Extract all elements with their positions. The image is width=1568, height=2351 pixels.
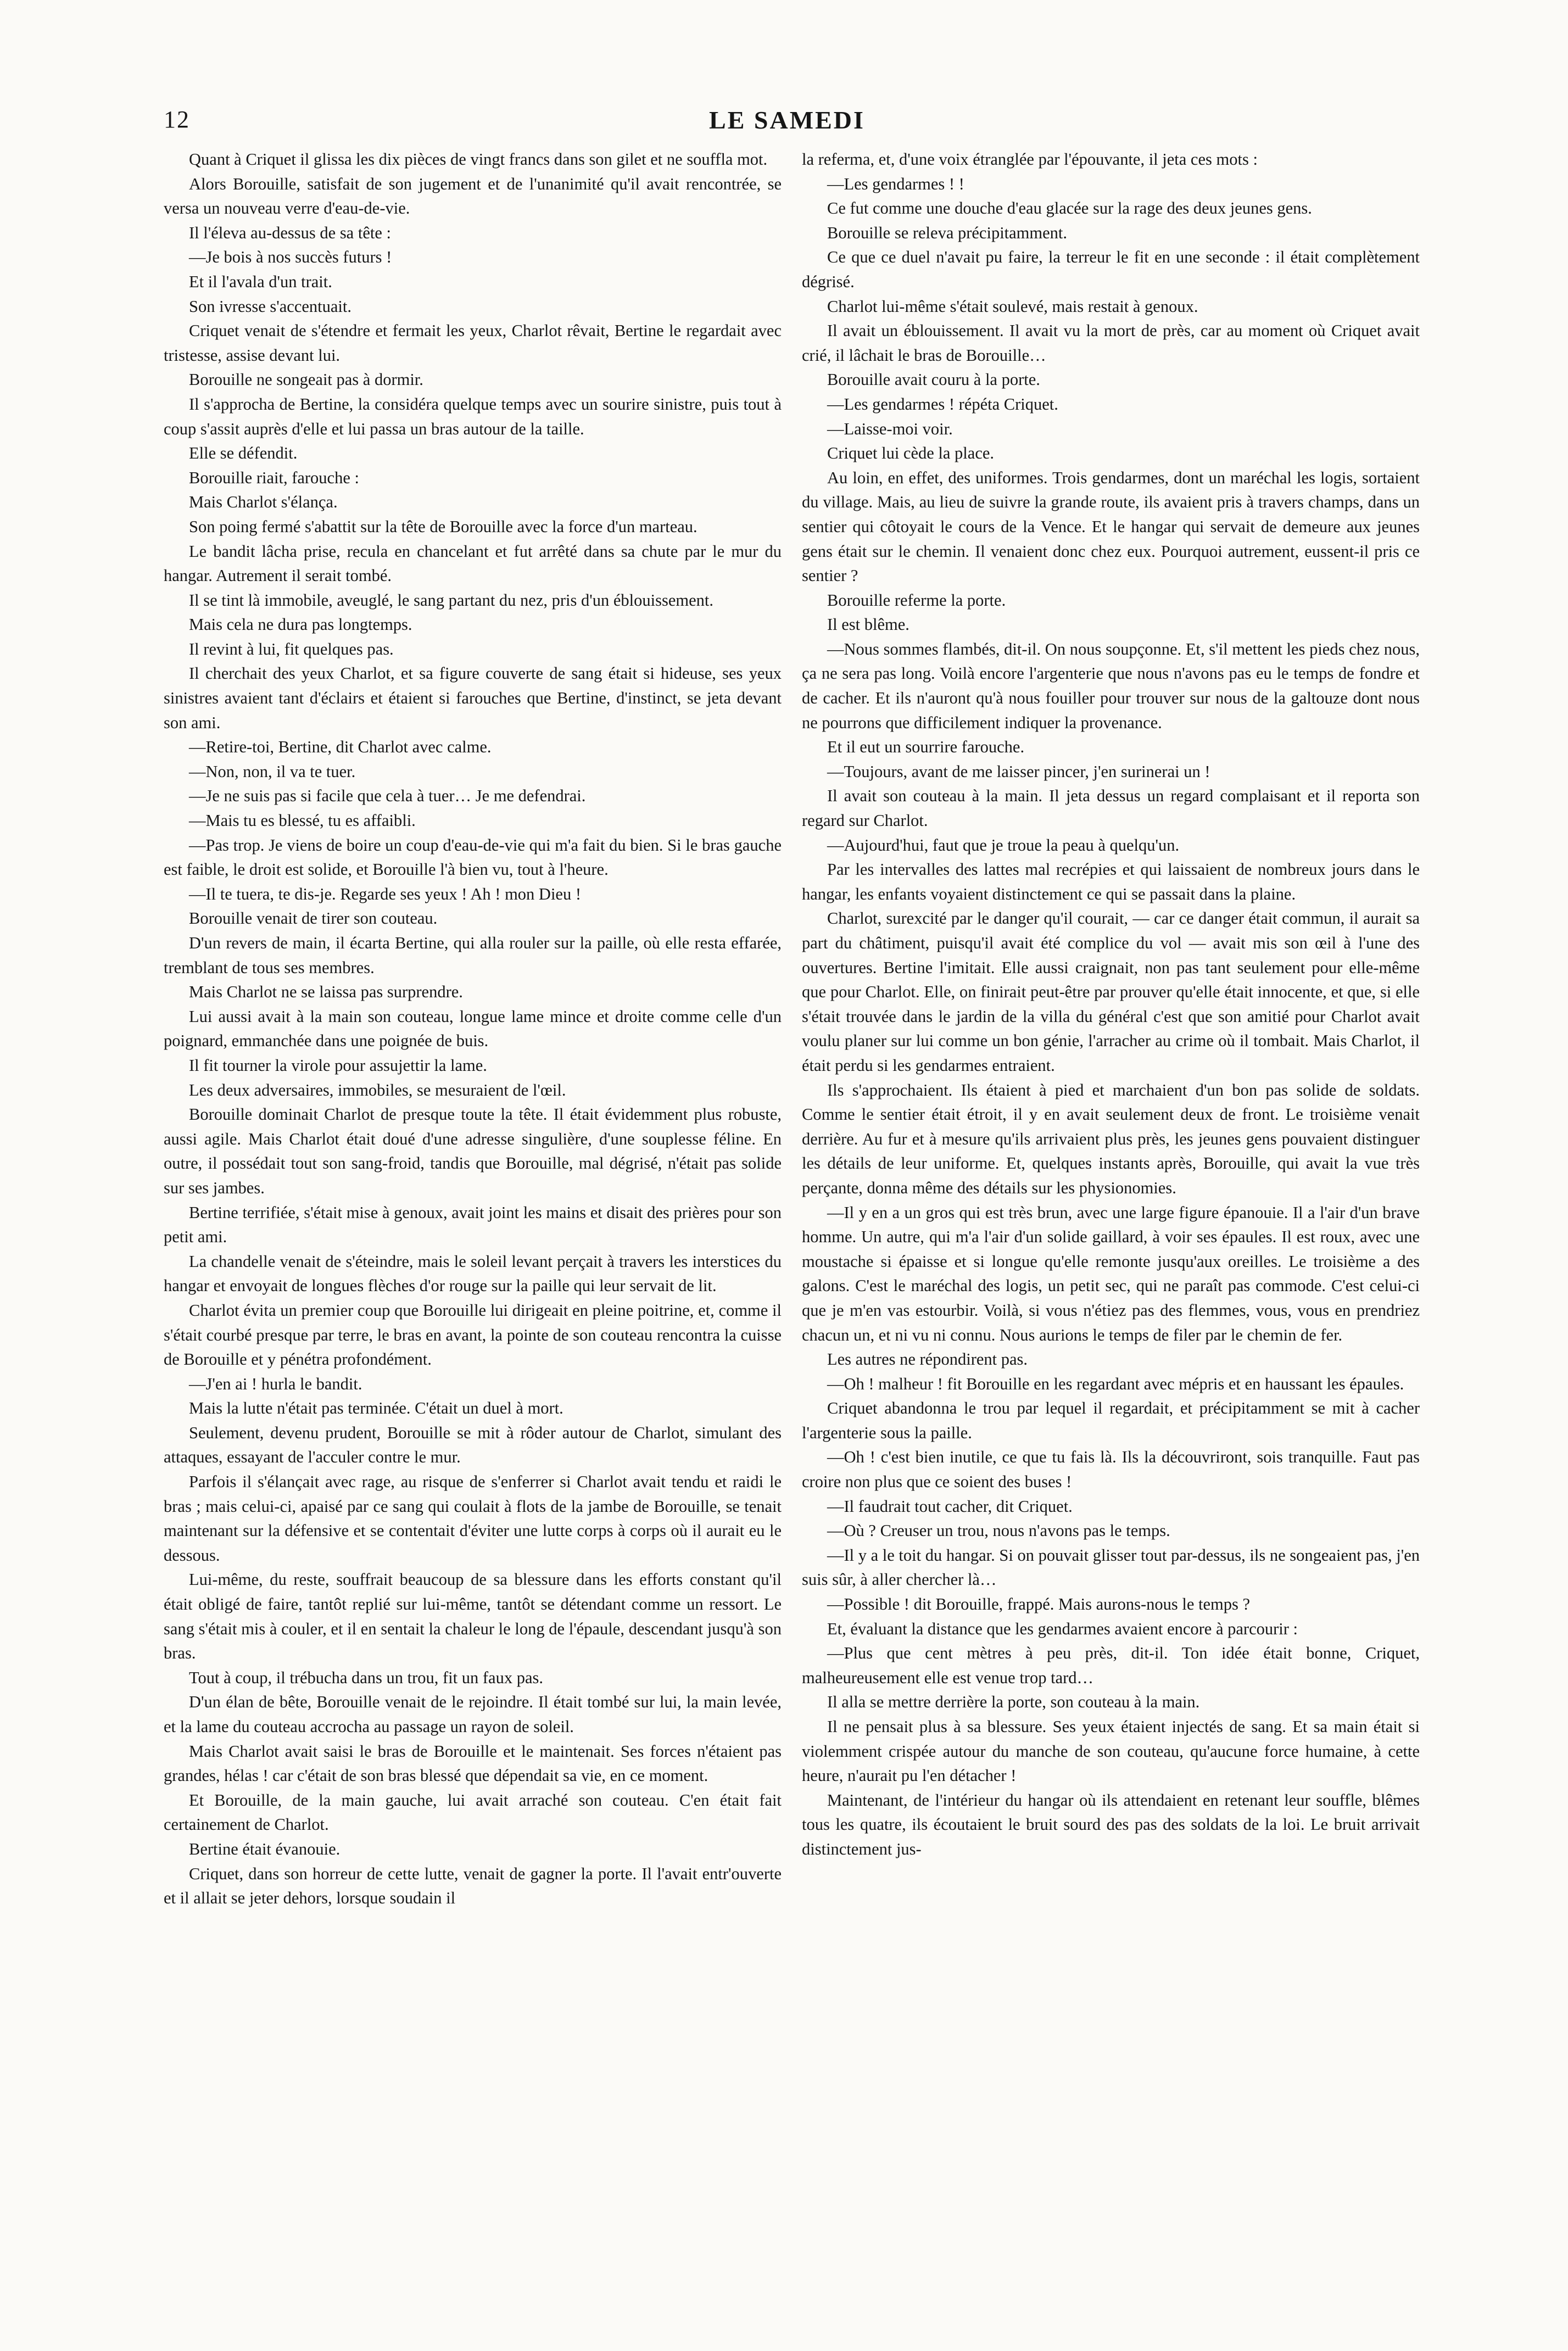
paragraph: Criquet abandonna le trou par lequel il regardait, et précipitamment se mit à cacher l'argenterie sous la paille. bbox=[802, 1399, 1420, 1442]
paragraph: —Non, non, il va te tuer. bbox=[189, 762, 356, 781]
paragraph: Il se tint là immobile, aveuglé, le sang partant du nez, pris d'un éblouissement. bbox=[189, 590, 714, 610]
paragraph: —Je ne suis pas si facile que cela à tuer… Je me defendrai. bbox=[189, 786, 586, 806]
paragraph: Mais la lutte n'était pas terminée. C'était un duel à mort. bbox=[189, 1399, 563, 1418]
paragraph: Borouille ne songeait pas à dormir. bbox=[189, 370, 423, 389]
paragraph: —Oh ! malheur ! fit Borouille en les regardant avec mépris et en haussant les épaules. bbox=[827, 1374, 1404, 1393]
paragraph: —Il faudrait tout cacher, dit Criquet. bbox=[827, 1496, 1073, 1516]
paragraph: —J'en ai ! hurla le bandit. bbox=[189, 1374, 362, 1393]
paragraph: Il avait son couteau à la main. Il jeta dessus un regard complaisant et il reporta son regard sur Charlot. bbox=[802, 786, 1420, 830]
paragraph: Il revint à lui, fit quelques pas. bbox=[189, 639, 394, 658]
paragraph: Mais Charlot ne se laissa pas surprendre. bbox=[189, 982, 463, 1002]
paragraph: Borouille se releva précipitamment. bbox=[827, 223, 1068, 242]
paragraph: —Laisse-moi voir. bbox=[827, 419, 953, 438]
paragraph: Il avait un éblouissement. Il avait vu la mort de près, car au moment où Criquet avait crié, il lâchait le bras de Borouille… bbox=[802, 321, 1420, 365]
paragraph: Borouille dominait Charlot de presque toute la tête. Il était évidemment plus robuste, aussi agile. Mais Charlot était doué d'une adresse singulière, d'une souplesse féline. En outre, il possédait tout son sang-froid, tandis que Borouille, mal dégrisé, n'était pas solide sur ses jambes. bbox=[164, 1105, 782, 1197]
text-column-left bbox=[164, 147, 782, 2289]
page-number: 12 bbox=[164, 106, 190, 133]
paragraph: —Où ? Creuser un trou, nous n'avons pas le temps. bbox=[827, 1521, 1170, 1540]
paragraph: Borouille avait couru à la porte. bbox=[827, 370, 1040, 389]
paragraph: —Nous sommes flambés, dit-il. On nous soupçonne. Et, s'il mettent les pieds chez nous, ça ne sera pas long. Voilà encore l'argenterie que nous n'avons pas eu le temps de fondre et de cacher. Et ils n'auront qu'à nous fouiller pour trouver sur nous de la galtouze dont nous ne pourrons que difficilement indiquer la provenance. bbox=[802, 639, 1420, 732]
paragraph: —Mais tu es blessé, tu es affaibli. bbox=[189, 811, 416, 830]
paragraph: —Les gendarmes ! ! bbox=[827, 174, 964, 193]
paragraph: Son poing fermé s'abattit sur la tête de Borouille avec la force d'un marteau. bbox=[189, 517, 697, 536]
paragraph: —Toujours, avant de me laisser pincer, j'en surinerai un ! bbox=[827, 762, 1210, 781]
paragraph: Charlot évita un premier coup que Borouille lui dirigeait en pleine poitrine, et, comme il s'était courbé presque par terre, le bras en avant, la pointe de son couteau rencontra la cuisse de Borouille et y pénétra profondément. bbox=[164, 1300, 782, 1369]
paragraph: la referma, et, d'une voix étranglée par l'épouvante, il jeta ces mots : bbox=[802, 150, 1258, 169]
paragraph: Les autres ne répondirent pas. bbox=[827, 1350, 1028, 1369]
paragraph: Mais Charlot s'élança. bbox=[189, 493, 338, 512]
paragraph: Mais cela ne dura pas longtemps. bbox=[189, 615, 412, 634]
paragraph: Criquet, dans son horreur de cette lutte, venait de gagner la porte. Il l'avait entr'ouverte et il allait se jeter dehors, lorsque soudain il bbox=[164, 1864, 782, 1908]
paragraph: Par les intervalles des lattes mal recrépies et qui laissaient de nombreux jours dans le hangar, les enfants voyaient distinctement ce qui se passait dans la plaine. bbox=[802, 860, 1420, 903]
paragraph: Criquet lui cède la place. bbox=[827, 444, 995, 463]
paragraph: Ce fut comme une douche d'eau glacée sur la rage des deux jeunes gens. bbox=[827, 199, 1312, 218]
paragraph: Et il eut un sourrire farouche. bbox=[827, 738, 1025, 757]
paragraph: —Il y en a un gros qui est très brun, avec une large figure épanouie. Il a l'air d'un brave homme. Un autre, qui m'a l'air d'un solide gaillard, à voir ses épaules. Il est roux, avec une moustache si épaisse et si longue qu'elle remonte jusqu'aux oreilles. Le troisième a des galons. C'est le maréchal des logis, un petit sec, qui ne paraît pas commode. C'est celui-ci que je m'en vas estourbir. Voilà, si vous n'étiez pas des flemmes, vous, vous en prendriez chacun un, et ni vu ni connu. Nous aurions le temps de filer par le chemin de fer. bbox=[802, 1203, 1420, 1344]
paragraph: Maintenant, de l'intérieur du hangar où ils attendaient en retenant leur souffle, blêmes tous les quatre, ils écoutaient le bruit sourd des pas des soldats de la loi. Le bruit arrivait distinctement jus- bbox=[802, 1790, 1420, 1858]
paragraph: D'un revers de main, il écarta Bertine, qui alla rouler sur la paille, où elle resta effarée, tremblant de tous ses membres. bbox=[164, 934, 782, 977]
paragraph: D'un élan de bête, Borouille venait de le rejoindre. Il était tombé sur lui, la main levée, et la lame du couteau accrocha au passage un rayon de soleil. bbox=[164, 1693, 782, 1736]
paragraph: —Plus que cent mètres à peu près, dit-il. Ton idée était bonne, Criquet, malheureusement elle est venue trop tard… bbox=[802, 1644, 1420, 1687]
paragraph: —Je bois à nos succès futurs ! bbox=[189, 248, 392, 267]
paragraph: —Les gendarmes ! répéta Criquet. bbox=[827, 394, 1058, 414]
paragraph: —Retire-toi, Bertine, dit Charlot avec calme. bbox=[189, 738, 492, 757]
paragraph: Ce que ce duel n'avait pu faire, la terreur le fit en une seconde : il était complètement dégrisé. bbox=[802, 248, 1420, 291]
paragraph: Borouille venait de tirer son couteau. bbox=[189, 909, 438, 928]
paragraph: Il est blême. bbox=[827, 615, 909, 634]
paragraph: Et Borouille, de la main gauche, lui avait arraché son couteau. C'en était fait certainement de Charlot. bbox=[164, 1790, 782, 1834]
paragraph: Il s'approcha de Bertine, la considéra quelque temps avec un sourire sinistre, puis tout à coup s'assit auprès d'elle et lui passa un bras autour de la taille. bbox=[164, 394, 782, 438]
paragraph: Et, évaluant la distance que les gendarmes avaient encore à parcourir : bbox=[827, 1619, 1298, 1638]
page-header bbox=[164, 105, 1410, 138]
paragraph: Parfois il s'élançait avec rage, au risque de s'enferrer si Charlot avait tendu et raidi le bras ; mais celui-ci, apaisé par ce sang qui coulait à flots de la jambe de Borouille, se tenait maintenant sur la défensive et se contentait d'éviter une lutte corps à corps où il aurait eu le dessous. bbox=[164, 1472, 782, 1565]
paragraph: —Aujourd'hui, faut que je troue la peau à quelqu'un. bbox=[827, 835, 1180, 855]
paragraph: —Il y a le toit du hangar. Si on pouvait glisser tout par-dessus, ils ne songeaient pas, j'en suis sûr, à aller chercher là… bbox=[802, 1545, 1420, 1589]
paragraph: Bertine était évanouie. bbox=[189, 1839, 341, 1858]
paragraph: Criquet venait de s'étendre et fermait les yeux, Charlot rêvait, Bertine le regardait avec tristesse, assise devant lui. bbox=[164, 321, 782, 365]
paragraph: Les deux adversaires, immobiles, se mesuraient de l'œil. bbox=[189, 1080, 566, 1099]
paragraph: Au loin, en effet, des uniformes. Trois gendarmes, dont un maréchal les logis, sortaient du village. Mais, au lieu de suivre la grande route, ils avaient pris à travers champs, dans un sentier qui côtoyait le cours de la Vence. Et le hangar qui servait de demeure aux jeunes gens était sur le chemin. Il venaient donc chez eux. Pourquoi autrement, eussent-il pris ce sentier ? bbox=[802, 468, 1420, 585]
paragraph: Ils s'approchaient. Ils étaient à pied et marchaient d'un bon pas solide de soldats. Comme le sentier était étroit, il y en avait seulement deux de front. Le troisième venait derrière. Au fur et à mesure qu'ils arrivaient plus près, les jeunes gens pouvaient distinguer les détails de leur uniforme. Et, quelques instants après, Borouille, qui avait la vue très perçante, donna même des détails sur les physionomies. bbox=[802, 1080, 1420, 1197]
running-title: LE SAMEDI bbox=[709, 106, 865, 134]
paragraph: Elle se défendit. bbox=[189, 444, 298, 463]
paragraph: Il alla se mettre derrière la porte, son couteau à la main. bbox=[827, 1693, 1200, 1712]
paragraph: Tout à coup, il trébucha dans un trou, fit un faux pas. bbox=[189, 1668, 543, 1687]
text-column-right bbox=[802, 147, 1420, 2289]
paragraph: Charlot, surexcité par le danger qu'il courait, — car ce danger était commun, il aurait sa part du châtiment, puisqu'il avait été complice du vol — avait mis son œil à l'une des ouvertures. Bertine l'imitait. Elle aussi craignait, non pas tant seulement pour elle-même que pour Charlot. Elle, on finirait peut-être par prouver qu'elle était innocente, et que, si elle s'était trouvée dans le jardin de la villa du général c'est que son amitié pour Charlot avait voulu planer sur lui comme un bon génie, l'arracher au crime où il tombait. Mais Charlot, il était perdu si les gendarmes entraient. bbox=[802, 909, 1420, 1075]
paragraph: Mais Charlot avait saisi le bras de Borouille et le maintenait. Ses forces n'étaient pas grandes, hélas ! car c'était de son bras blessé que dépendait sa vie, en ce moment. bbox=[164, 1741, 782, 1785]
paragraph: —Pas trop. Je viens de boire un coup d'eau-de-vie qui m'a fait du bien. Si le bras gauche est faible, le droit est solide, et Borouille l'à bien vu, tout à l'heure. bbox=[164, 835, 782, 879]
paragraph: Il l'éleva au-dessus de sa tête : bbox=[189, 223, 391, 242]
paragraph: Il ne pensait plus à sa blessure. Ses yeux étaient injectés de sang. Et sa main était si violemment crispée autour du manche de son couteau, qu'aucune force humaine, à cette heure, n'aurait pu l'en détacher ! bbox=[802, 1717, 1420, 1785]
paragraph: Lui-même, du reste, souffrait beaucoup de sa blessure dans les efforts constant qu'il était obligé de faire, tantôt replié sur lui-même, tantôt se détendant comme un ressort. Le sang s'était mis à couler, et il en sentait la chaleur le long de l'épaule, descendant jusqu'à son bras. bbox=[164, 1570, 782, 1663]
paragraph: Borouille referme la porte. bbox=[827, 590, 1006, 610]
paragraph: Bertine terrifiée, s'était mise à genoux, avait joint les mains et disait des prières pour son petit ami. bbox=[164, 1203, 782, 1247]
paragraph: Seulement, devenu prudent, Borouille se mit à rôder autour de Charlot, simulant des attaques, essayant de l'acculer contre le mur. bbox=[164, 1423, 782, 1467]
paragraph: La chandelle venait de s'éteindre, mais le soleil levant perçait à travers les interstices du hangar et envoyait de longues flèches d'or rouge sur la paille qui leur servait de lit. bbox=[164, 1252, 782, 1295]
paragraph: —Il te tuera, te dis-je. Regarde ses yeux ! Ah ! mon Dieu ! bbox=[189, 884, 581, 903]
paragraph: Quant à Criquet il glissa les dix pièces de vingt francs dans son gilet et ne souffla mot. bbox=[189, 150, 768, 169]
paragraph: Alors Borouille, satisfait de son jugement et de l'unanimité qu'il avait rencontrée, se versa un nouveau verre d'eau-de-vie. bbox=[164, 174, 782, 218]
paragraph: —Oh ! c'est bien inutile, ce que tu fais là. Ils la découvriront, sois tranquille. Faut pas croire non plus que ce soient des buses ! bbox=[802, 1448, 1420, 1492]
paragraph: Borouille riait, farouche : bbox=[189, 468, 359, 487]
paragraph: Charlot lui-même s'était soulevé, mais restait à genoux. bbox=[827, 297, 1198, 316]
paragraph: Il cherchait des yeux Charlot, et sa figure couverte de sang était si hideuse, ses yeux sinistres avaient tant d'éclairs et étaient si farouches que Bertine, d'instinct, se jeta devant son ami. bbox=[164, 664, 782, 732]
paragraph: Le bandit lâcha prise, recula en chancelant et fut arrêté dans sa chute par le mur du hangar. Autrement il serait tombé. bbox=[164, 541, 782, 585]
paragraph: Lui aussi avait à la main son couteau, longue lame mince et droite comme celle d'un poignard, emmanchée dans une poignée de buis. bbox=[164, 1007, 782, 1051]
paragraph: Il fit tourner la virole pour assujettir la lame. bbox=[189, 1056, 487, 1075]
paragraph: Et il l'avala d'un trait. bbox=[189, 272, 332, 291]
paragraph: —Possible ! dit Borouille, frappé. Mais aurons-nous le temps ? bbox=[827, 1595, 1251, 1614]
paragraph: Son ivresse s'accentuait. bbox=[189, 297, 352, 316]
